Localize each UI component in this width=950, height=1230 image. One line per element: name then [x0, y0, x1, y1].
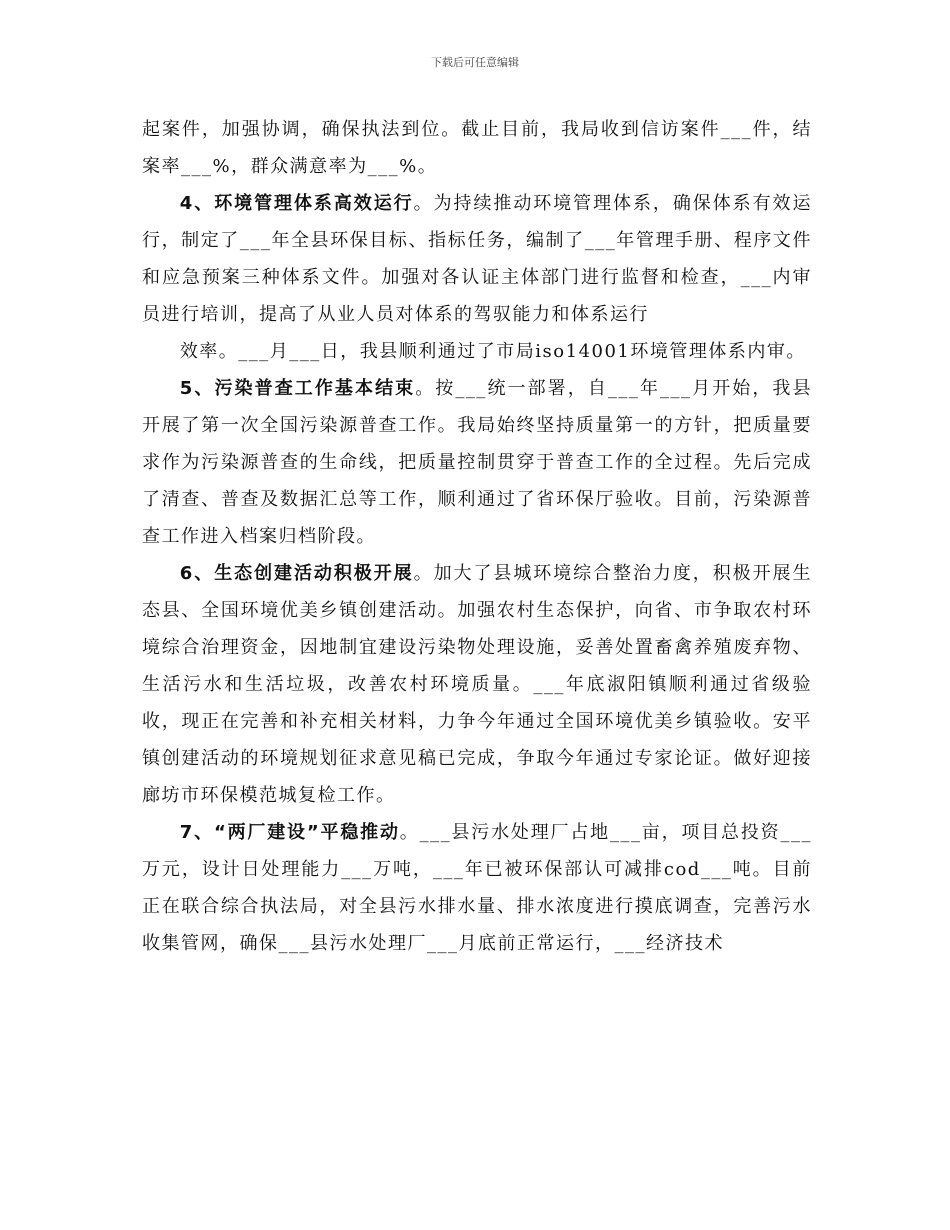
- section-heading: 6、生态创建活动积极开展: [179, 563, 414, 584]
- paragraph-text: 效率。___月___日，我县顺利通过了市局iso14001环境管理体系内审。: [179, 341, 806, 362]
- section-heading: 5、污染普查工作基本结束: [179, 378, 416, 399]
- paragraph-section-7: [142, 814, 812, 962]
- paragraph-text: 。加大了县城环境综合整治力度，积极开展生态县、全国环境优美乡镇创建活动。加强农村生态保护，向省、市争取农村环境综合治理资金，因地制宜建设污染物处理设施，妥善处置畜禽养殖废弃物、生活污水和生活垃圾，改善农村环境质量。___年底淑阳镇顺利通过省级验收，现正在完善和补充相关材料，力争今年通过全国环境优美乡镇验收。安平镇创建活动的环境规划征求意见稿已完成，争取今年通过专家论证。做好迎接廊坊市环保模范城复检工作。: [142, 563, 813, 806]
- section-heading: 7、“两厂建设”平稳推动: [179, 822, 400, 843]
- paragraph-efficiency: [142, 333, 812, 370]
- paragraph-section-6: [142, 555, 812, 814]
- paragraph-continuation: [142, 111, 812, 185]
- paragraph-text: 。___县污水处理厂占地___亩，项目总投资___万元，设计日处理能力___万吨，___年已被环保部认可减排cod___吨。目前正在联合综合执法局，对全县污水排水量、排水浓度进行摸底调查，完善污水收集管网，确保___县污水处理厂___月底前正常运行，___经济技术: [142, 822, 813, 954]
- section-heading: 4、环境管理体系高效运行: [179, 193, 414, 214]
- document-body: [142, 111, 812, 962]
- paragraph-text: 。为持续推动环境管理体系，确保体系有效运行，制定了___年全县环保目标、指标任务，编制了___年管理手册、程序文件和应急预案三种体系文件。加强对各认证主体部门进行监督和检查，___内审员进行培训，提高了从业人员对体系的驾驭能力和体系运行: [142, 193, 813, 325]
- paragraph-section-4: [142, 185, 812, 333]
- paragraph-text: 起案件，加强协调，确保执法到位。截止目前，我局收到信访案件___件，结案率___%，群众满意率为___%。: [142, 119, 812, 177]
- paragraph-section-5: [142, 370, 812, 555]
- page-header: 下载后可任意编辑: [431, 56, 519, 69]
- paragraph-text: 。按___统一部署，自___年___月开始，我县开展了第一次全国污染源普查工作。我局始终坚持质量第一的方针，把质量要求作为污染源普查的生命线，把质量控制贯穿于普查工作的全过程。先后完成了清查、普查及数据汇总等工作，顺利通过了省环保厅验收。目前，污染源普查工作进入档案归档阶段。: [142, 378, 813, 547]
